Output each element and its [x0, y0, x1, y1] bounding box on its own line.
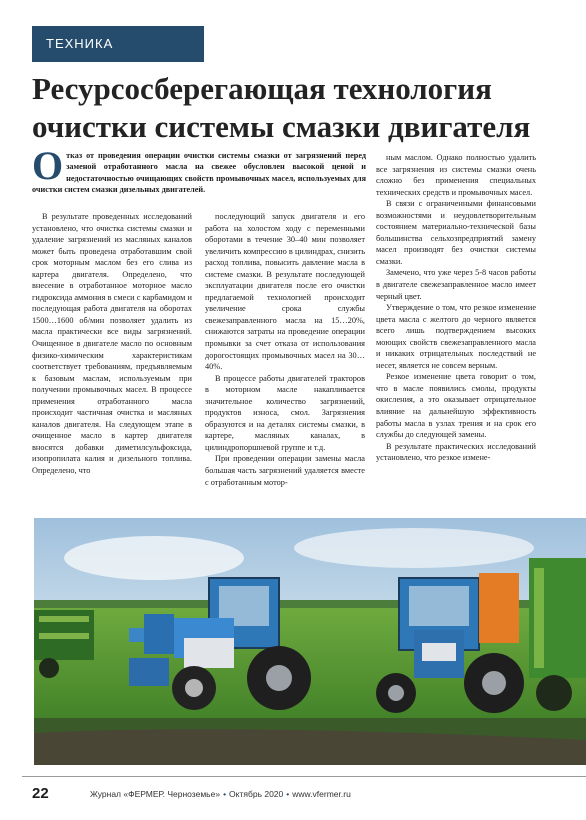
paragraph: ным маслом. Однако полностью удалить все загрязнения из системы смазки очень сложно без применения специальных технических средств и промывочных масел. [376, 153, 536, 197]
cloud [294, 528, 534, 568]
tractors-illustration [34, 518, 586, 765]
paragraph: Утверждение о том, что резкое изменение цвета масла с желтого до черного является всего лишь подтверждением высоких моющих свойств свежезаправленного масла и никаких отрицательных последствий не несет, является не совсем верным. [376, 303, 536, 370]
paragraph: последующий запуск двигателя и его работа на холостом ходу с переменными оборотами в течение 30–40 мин позволяет увеличить компрессию в цилиндрах, снизить расход топлива, повысить давление масла в системе смазки. В результате последующей эксплуатации двигателя после его очистки предлагаемой технологией происходит увеличение срока службы свежезаправленного масла на 15…20%, снижаются затраты на проведение операции промывки за счет отказа от использования дорогостоящих промывочных масел на 30…40%. [205, 212, 365, 372]
page-number: 22 [32, 785, 49, 802]
footer-site: www.vfermer.ru [292, 789, 351, 799]
paragraph: В результате практических исследований установлено, что резкое измене- [376, 441, 536, 463]
text-column-3 [376, 152, 536, 512]
footer-rule [22, 776, 586, 777]
article-lead [32, 150, 366, 196]
paragraph: Замечено, что уже через 5-8 часов работы в двигателе свежезаправленное масло имеет черный цвет. [376, 268, 536, 301]
paragraph: При проведении операции замены масла большая часть загрязнений удаляется вместе с отработанным мотор- [205, 454, 365, 487]
drop-cap: О [32, 150, 64, 188]
cloud [64, 536, 244, 580]
footer-magazine: Журнал «ФЕРМЕР. Черноземье» [90, 789, 221, 799]
section-tag: ТЕХНИКА [32, 26, 204, 62]
paragraph: В процессе работы двигателей тракторов в моторном масле накапливается значительное количество загрязнений, продуктов износа, смол. Загрязнения образуются и на деталях системы смазки, в картере, масляных каналах, в цилиндропоршневой группе и т.д. [205, 373, 365, 452]
lead-text: тказ от проведения операции очистки системы смазки от загрязнений перед заменой отработанного масла на свежее обусловлен высокой ценой и недостаточностью очищающих свойств промывочных масел, используемых для очистки систем смазки дизельных двигателей. [32, 151, 366, 195]
paragraph: В связи с ограниченными финансовыми возможностями и неудовлетворительным состоянием материально-технической базы большинства сельхозпредприятий замену масел производят без очистки системы смазки. [376, 199, 536, 266]
paragraph: Резкое изменение цвета говорит о том, что в масле появились смолы, продукты окисления, а это оказывает отрицательное влияние на дальнейшую эффективность работы масла в узлах трения и на срок его службы до следующей замены. [376, 372, 536, 440]
article-title: Ресурсосберегающая технология очистки системы смазки двигателя [32, 71, 531, 144]
text-column-2 [205, 211, 365, 501]
paragraph: В результате проведенных исследований установлено, что очистка системы смазки и удаление загрязнений из масляных каналов может быть проведена отработавшим свой срок моторным маслом без его слива из картера двигателя. Определено, что внесение в отработанное моторное масло гидроксида аммония в смеси с карбамидом и последующая работа двигателя на оборотах 1500…1600 об/мин позволяет удалить из масла практически все виды загрязнений. Очищенное в двигателе масло по основным физико-химическим характеристикам соответствует требованиям, предъявляемым к базовым маслам, используемым при получении промывочных масел. В процессе применения отработанного масла происходит частичная очистка и масляных каналов двигателя. На следующем этапе в очищенное масло в картер двигателя вносятся добавки диметилсульфоксида, изопропилата калия и дизельного топлива. Определено, что [32, 212, 192, 476]
footer-separator: • [223, 789, 227, 799]
footer-separator: • [286, 789, 290, 799]
text-column-1 [32, 211, 192, 501]
footer-issue: Октябрь 2020 [229, 789, 284, 799]
footer-line [90, 789, 351, 799]
tractors-photo [34, 518, 586, 765]
